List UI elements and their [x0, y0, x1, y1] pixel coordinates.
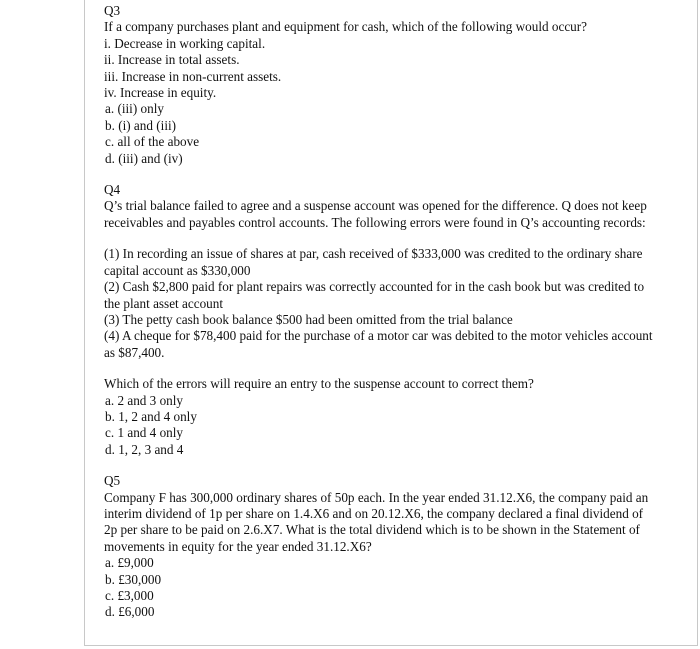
q4-error-4: (4) A cheque for $78,400 paid for the purchase of a motor car was debited to the motor vehicles account as $87,400.	[104, 328, 653, 360]
q3-heading: Q3	[104, 3, 121, 18]
q4-error-1: (1) In recording an issue of shares at par, cash received of $333,000 was credited to the ordinary share capital account as $330,000	[104, 246, 643, 278]
q4-heading: Q4	[104, 182, 121, 198]
q3-statement: ii. Increase in total assets.	[104, 52, 240, 68]
q3-option-a: a. (iii) only	[105, 101, 164, 117]
q5-heading: Q5	[104, 473, 121, 489]
q4-intro: Q’s trial balance failed to agree and a suspense account was opened for the difference. Q does not keep receivables and payables control accounts. The following errors were found in Q’s accounting records:	[104, 198, 647, 230]
q5-stem: Company F has 300,000 ordinary shares of 50p each. In the year ended 31.12.X6, the company paid an interim dividend of 1p per share on 1.4.X6 and on 20.12.X6, the company declared a final dividend of 2p per share to be paid on 2.6.X7. What is the total dividend which is to be shown in the Statement of movements in equity for the year ended 31.12.X6?	[104, 489, 649, 554]
q4-question: Which of the errors will require an entry to the suspense account to correct them?	[104, 376, 534, 392]
question-q4	[104, 182, 654, 458]
q5-option-d: d. £6,000	[105, 604, 155, 620]
q4-option-a: a. 2 and 3 only	[105, 392, 184, 408]
q4-option-c: c. 1 and 4 only	[105, 425, 184, 441]
q4-error-3: (3) The petty cash book balance $500 had been omitted from the trial balance	[104, 311, 513, 327]
q4-option-b: b. 1, 2 and 4 only	[105, 408, 197, 424]
question-q3	[104, 3, 654, 167]
q5-option-a: a. £9,000	[105, 555, 154, 571]
question-sheet	[104, 3, 654, 621]
question-q5	[104, 473, 654, 621]
q4-option-d: d. 1, 2, 3 and 4	[105, 441, 184, 457]
q3-statement: iv. Increase in equity.	[104, 85, 217, 101]
q3-stem: If a company purchases plant and equipment for cash, which of the following would occur?	[104, 19, 588, 35]
q5-option-c: c. £3,000	[105, 588, 154, 603]
q3-statement: iii. Increase in non-current assets.	[104, 68, 282, 84]
q4-error-2: (2) Cash $2,800 paid for plant repairs was correctly accounted for in the cash book but was credited to the plant asset account	[104, 279, 645, 311]
q3-option-d: d. (iii) and (iv)	[105, 150, 183, 166]
q3-statement: i. Decrease in working capital.	[104, 35, 266, 51]
q3-option-b: b. (i) and (iii)	[105, 117, 177, 133]
q5-option-b: b. £30,000	[105, 571, 162, 587]
q3-option-c: c. all of the above	[105, 134, 200, 150]
